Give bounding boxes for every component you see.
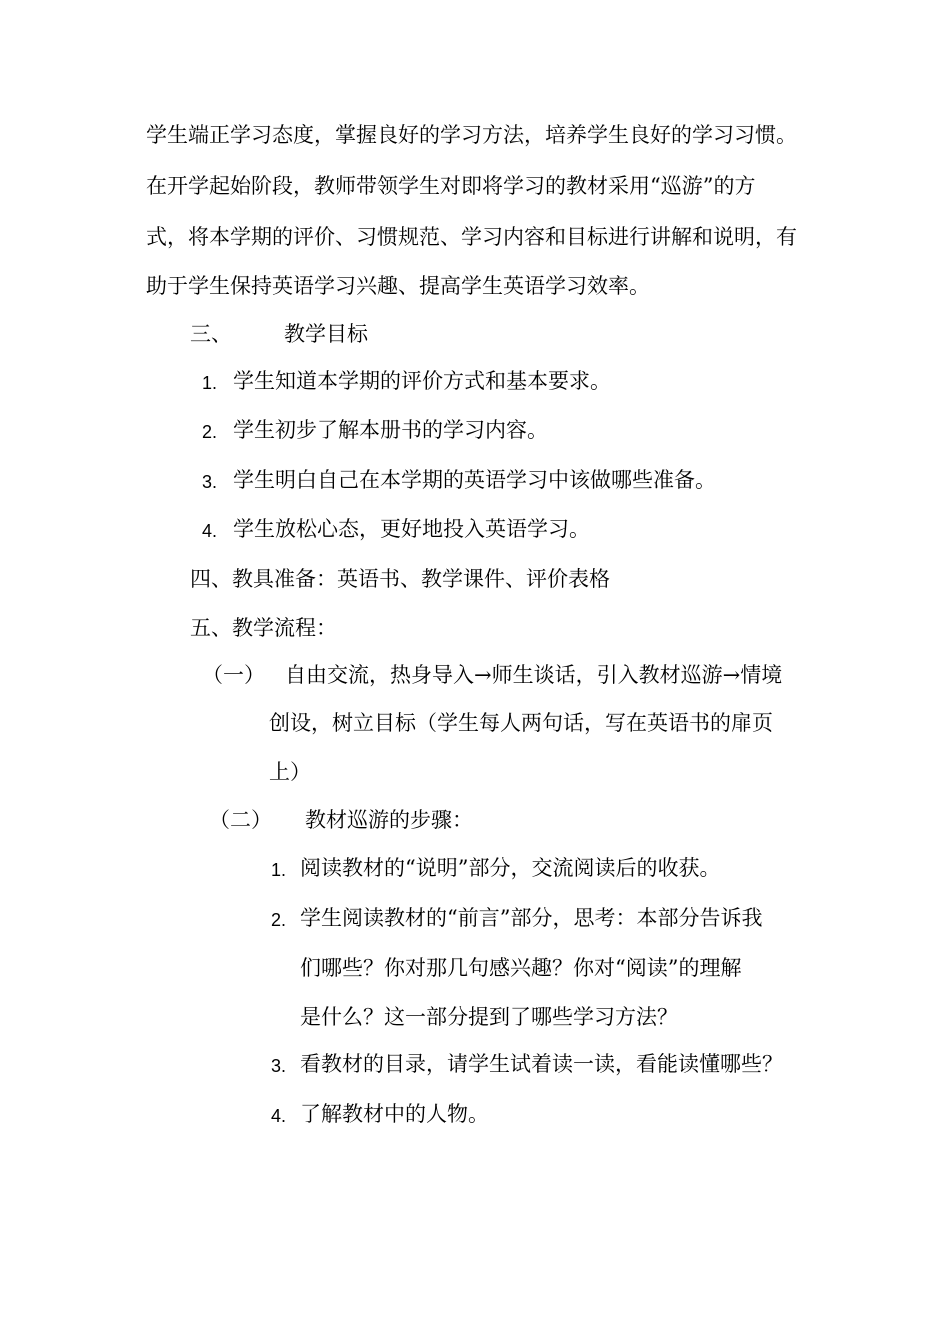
section3-item-1-text: 学生知道本学期的评价方式和基本要求。: [233, 369, 611, 393]
intro-line-4: 助于学生保持英语学习兴趣、提高学生英语学习效率。: [146, 274, 650, 298]
section3-item-3-text: 学生明白自己在本学期的英语学习中该做哪些准备。: [233, 468, 716, 492]
section3-item-4-number: 4.: [202, 521, 218, 541]
intro-line-1: 学生端正学习态度，掌握良好的学习方法，培养学生良好的学习习惯。: [146, 123, 797, 147]
intro-line-3: 式，将本学期的评价、习惯规范、学习内容和目标进行讲解和说明，有: [146, 225, 797, 249]
section3-item-3-number: 3.: [202, 472, 218, 492]
section3-title: 教学目标: [284, 322, 368, 346]
sub1-line-3: 上）: [269, 760, 311, 784]
sub2-item-1-text: 阅读教材的“说明”部分，交流阅读后的收获。: [300, 856, 721, 880]
section4-text: 四、教具准备：英语书、教学课件、评价表格: [190, 567, 610, 591]
sub2-item-2-line-3: 是什么？这一部分提到了哪些学习方法？: [300, 1005, 678, 1029]
section5-heading: 五、教学流程：: [190, 616, 337, 640]
sub2-item-2-number: 2.: [271, 910, 287, 930]
sub2-item-4-text: 了解教材中的人物。: [300, 1102, 489, 1126]
section3-item-4-text: 学生放松心态，更好地投入英语学习。: [233, 517, 590, 541]
sub2-item-3-number: 3.: [271, 1056, 287, 1076]
sub1-line-1: 自由交流，热身导入→师生谈话，引入教材巡游→情境: [285, 663, 783, 687]
section3-item-2-number: 2.: [202, 422, 218, 442]
sub2-item-2-line-1: 学生阅读教材的“前言”部分，思考：本部分告诉我: [300, 906, 763, 930]
sub2-marker: （二）: [209, 808, 272, 832]
intro-line-2: 在开学起始阶段，教师带领学生对即将学习的教材采用“巡游”的方: [146, 174, 756, 198]
sub2-item-4-number: 4.: [271, 1106, 287, 1126]
section3-item-2-text: 学生初步了解本册书的学习内容。: [233, 418, 548, 442]
sub1-line-2: 创设，树立目标（学生每人两句话，写在英语书的扉页: [269, 711, 773, 735]
sub2-item-3-text: 看教材的目录，请学生试着读一读，看能读懂哪些？: [300, 1052, 783, 1076]
sub2-item-2-line-2: 们哪些？你对那几句感兴趣？你对“阅读”的理解: [300, 956, 742, 980]
sub2-title: 教材巡游的步骤：: [305, 808, 473, 832]
section3-item-1-number: 1.: [202, 373, 218, 393]
sub1-marker: （一）: [202, 663, 265, 687]
sub2-item-1-number: 1.: [271, 860, 287, 880]
section3-marker: 三、: [190, 322, 232, 346]
